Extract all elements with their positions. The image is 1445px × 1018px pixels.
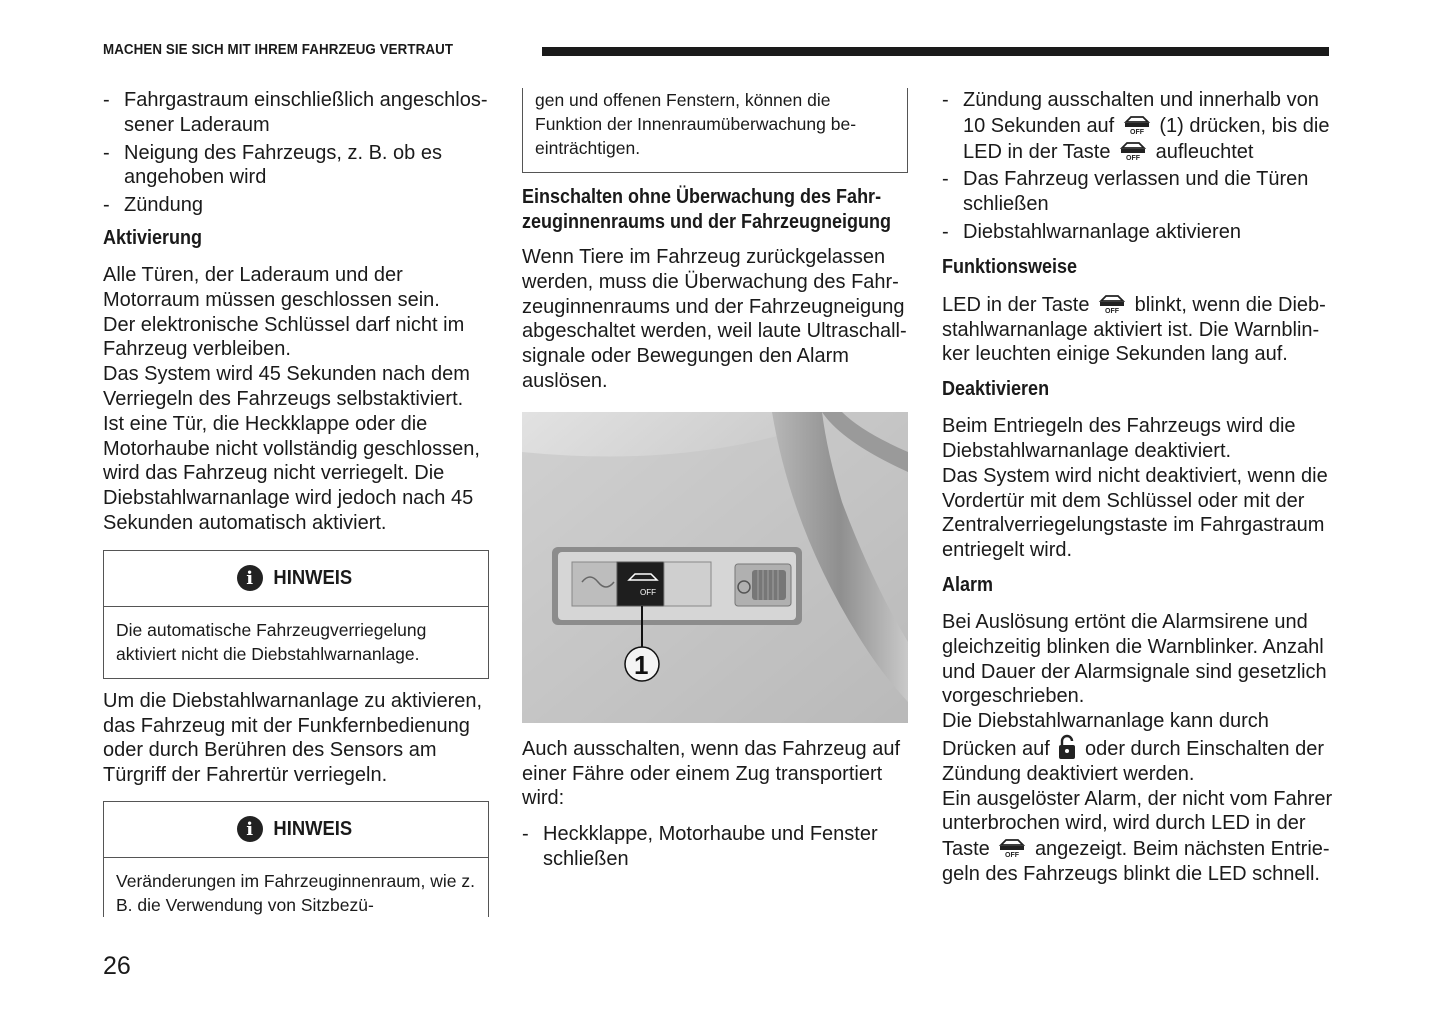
note-continuation: gen und offenen Fenstern, können die Funktion der Innenraumüberwachung be-einträchtigen. <box>522 88 908 173</box>
heading-einschalten <box>522 185 910 235</box>
list-text: (1) drücken, bis die LED in der Taste <box>963 114 1330 163</box>
list-item <box>942 88 1334 164</box>
svg-text:OFF: OFF <box>1105 307 1120 314</box>
paragraph: Ist eine Tür, die Heckklappe oder die Motorhaube nicht vollständig geschlossen, wird das Fahrzeug nicht verriegelt. Die Diebstahlwarnanlage wird jedoch nach 45 Sekunden automatisch aktiviert. <box>103 412 480 534</box>
heading-deaktivieren: Deaktivieren <box>942 378 1050 401</box>
page-number: 26 <box>103 952 131 980</box>
paragraph: Das System wird 45 Sekunden nach dem Verriegeln des Fahrzeugs selbstaktiviert. <box>103 363 470 410</box>
list-item: - Das Fahrzeug verlassen und die Türen schließen <box>942 167 1334 217</box>
paragraph: Wenn Tiere im Fahrzeug zurückgelassen werden, muss die Überwachung des Fahr-zeuginnenraums und der Fahrzeugneigung abgeschaltet werden, weil laute Ultraschall-signale oder Bewegungen den Alarm auslösen. <box>522 246 907 392</box>
paragraph: Das System wird nicht deaktiviert, wenn die Vordertür mit dem Schlüssel oder mit der Zentralverriegelungstaste im Fahrgastraum entriegelt wird. <box>942 464 1328 562</box>
text: Die Diebstahlwarnanlage kann durch Drücken auf <box>942 710 1269 760</box>
note-box <box>103 801 489 917</box>
list-item: - Fahrgastraum einschließlich angeschlos-sener Laderaum <box>103 88 491 138</box>
paragraph: Der elektronische Schlüssel darf nicht im Fahrzeug verbleiben. <box>103 313 465 361</box>
heading-alarm: Alarm <box>942 573 994 596</box>
alarm-off-icon <box>1122 113 1152 135</box>
note-header <box>104 802 488 858</box>
dashboard-switch-figure <box>522 412 908 723</box>
list-item: - Heckklappe, Motorhaube und Fenster schließen <box>522 822 910 872</box>
column-right <box>942 88 1334 887</box>
column-middle <box>522 88 910 875</box>
heading-line: Einschalten ohne Überwachung des Fahr- <box>522 186 882 208</box>
list-text: Zündung ausschalten und innerhalb von 10 Sekunden auf <box>963 89 1319 137</box>
text: blinkt, wenn die Dieb-stahlwarnanlage aktiviert ist. Die Warnblin-ker leuchten einige Sekunden lang auf. <box>942 293 1326 366</box>
svg-text:OFF: OFF <box>1005 852 1020 859</box>
list-text: aufleuchtet <box>1155 140 1254 163</box>
alarm-off-icon <box>997 836 1027 858</box>
note-body: Die automatische Fahrzeugverriegelung aktiviert nicht die Diebstahlwarnanlage. <box>116 619 427 664</box>
info-icon: i <box>237 565 263 591</box>
paragraph <box>942 787 1334 887</box>
note-body: Veränderungen im Fahrzeuginnenraum, wie z. B. die Verwendung von Sitzbezü- <box>116 870 475 915</box>
heading-aktivierung: Aktivierung <box>103 226 203 249</box>
heading-funktionsweise: Funktionsweise <box>942 255 1078 278</box>
list-item: - Diebstahlwarnanlage aktivieren <box>942 220 1334 245</box>
svg-text:OFF: OFF <box>1129 128 1144 135</box>
running-header: MACHEN SIE SICH MIT IHREM FAHRZEUG VERTRAUT <box>103 42 454 58</box>
info-icon: i <box>237 816 263 842</box>
paragraph: Beim Entriegeln des Fahrzeugs wird die Diebstahlwarnanlage deaktiviert. <box>942 415 1296 462</box>
text: Ein ausgelöster Alarm, der nicht vom Fahrer unterbrochen wird, wird durch LED in der Taste <box>942 787 1333 861</box>
header-rule <box>542 47 1329 56</box>
list-item: - Neigung des Fahrzeugs, z. B. ob es angehoben wird <box>103 141 491 191</box>
note-title: HINWEIS <box>273 817 352 840</box>
paragraph: Bei Auslösung ertönt die Alarmsirene und gleichzeitig blinken die Warnblinker. Anzahl und Dauer der Alarmsignale sind gesetzlich vorgeschrieben. <box>942 610 1327 708</box>
text: LED in der Taste <box>942 293 1090 316</box>
paragraph <box>942 709 1334 786</box>
heading-line: zeuginnenraums und der Fahrzeugneigung <box>522 211 892 233</box>
note-box <box>103 550 489 679</box>
steps-list <box>942 88 1334 245</box>
monitored-areas-list <box>103 88 491 218</box>
alarm-off-icon <box>1118 139 1148 161</box>
text: angezeigt. Beim nächsten Entrie-geln des Fahrzeugs blinkt die LED schnell. <box>942 838 1330 885</box>
ferry-list <box>522 822 910 872</box>
unlock-icon <box>1057 734 1077 760</box>
figure-callout-number: 1 <box>634 649 649 680</box>
paragraph: Alle Türen, der Laderaum und der Motorraum müssen geschlossen sein. <box>103 263 440 311</box>
note-header <box>104 551 488 607</box>
text: oder durch Einschalten der Zündung deaktiviert werden. <box>942 737 1325 785</box>
list-item: - Zündung <box>103 193 491 218</box>
note-title: HINWEIS <box>273 566 352 589</box>
alarm-off-icon <box>1097 292 1127 314</box>
figure-button-label: OFF <box>640 587 656 597</box>
paragraph: Auch ausschalten, wenn das Fahrzeug auf einer Fähre oder einem Zug transportiert wird: <box>522 737 901 810</box>
paragraph <box>942 292 1334 367</box>
paragraph: Um die Diebstahlwarnanlage zu aktivieren, das Fahrzeug mit der Funkfernbedienung oder durch Berühren des Sensors am Türgriff der Fahrertür verriegeln. <box>103 689 483 787</box>
svg-text:OFF: OFF <box>1126 154 1141 161</box>
dashboard-illustration <box>522 412 908 723</box>
column-left <box>103 88 491 917</box>
